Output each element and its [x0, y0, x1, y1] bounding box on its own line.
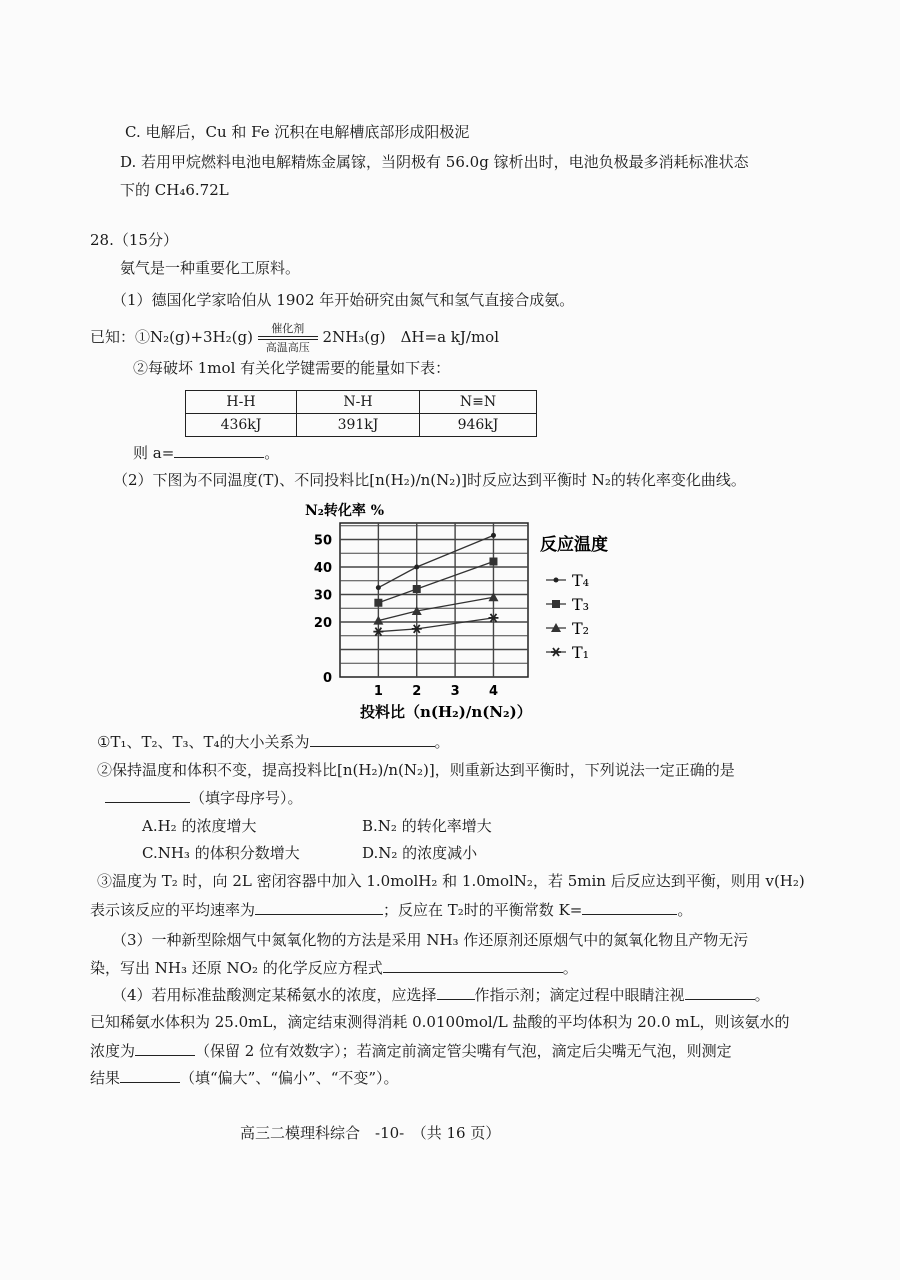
chart-title: N₂转化率 %: [305, 503, 385, 519]
reaction-arrow: [258, 322, 318, 354]
x-tick-label: 4: [488, 684, 498, 699]
conversion-chart: [290, 490, 630, 730]
answer-blank: [685, 985, 755, 1000]
x-axis-label: 投料比（n(H₂)/n(N₂)）: [360, 703, 532, 721]
y-tick-label: 40: [313, 561, 332, 576]
table-header: H-H: [186, 391, 297, 414]
part-3b: [90, 958, 578, 978]
choice-b: B.N₂ 的转化率增大: [362, 817, 492, 835]
y-tick-label: 30: [313, 588, 332, 604]
part-2-1-text: ①T₁、T₂、T₃、T₄的大小关系为: [97, 733, 310, 751]
reaction-left: 已知：①N₂(g)+3H₂(g): [90, 328, 253, 346]
period: 。: [264, 444, 280, 462]
part-4-4: [90, 1068, 399, 1088]
answer-a-label: 则 a=: [133, 444, 175, 462]
part-3: （3）一种新型除烟气中氮氧化物的方法是采用 NH₃ 作还原剂还原烟气中的氮氧化物且产物无污: [112, 931, 749, 949]
answer-blank: [310, 732, 435, 747]
answer-blank: [437, 985, 475, 1000]
answer-blank: [105, 788, 190, 803]
part-4-3: [90, 1041, 732, 1061]
part-4: [112, 985, 770, 1005]
legend-label: T₂: [572, 619, 590, 638]
period: 。: [562, 959, 578, 977]
page-footer: 高三二模理科综合 -10- （共 16 页）: [240, 1124, 501, 1142]
period: 。: [754, 986, 770, 1004]
legend-label: T₄: [572, 571, 590, 590]
choice-d: D.N₂ 的浓度减小: [362, 844, 478, 862]
question-number: 28.（15分）: [90, 231, 178, 249]
x-tick-label: 2: [412, 684, 422, 699]
answer-blank: [582, 900, 677, 915]
choice-a: A.H₂ 的浓度增大: [142, 817, 257, 835]
part-2: （2）下图为不同温度(T)、不同投料比[n(H₂)/n(N₂)]时反应达到平衡时 N₂的转化率变化曲线。: [113, 471, 746, 489]
part-4-text-b: 作指示剂；滴定过程中眼睛注视: [474, 986, 685, 1004]
y-tick-label: 20: [313, 616, 332, 631]
data-point: [374, 599, 382, 607]
legend-label: T₃: [572, 595, 590, 614]
legend-title: 反应温度: [540, 535, 608, 555]
plot-frame: [340, 523, 528, 677]
data-point: [491, 533, 496, 538]
table-row: [186, 391, 537, 414]
x-tick-label: 1: [373, 684, 383, 699]
k-label: ；反应在 T₂时的平衡常数 K=: [383, 901, 583, 919]
choice-c: C.NH₃ 的体积分数增大: [142, 844, 300, 862]
data-point: [414, 565, 419, 570]
answer-blank: [255, 900, 383, 915]
part-3b-text: 染，写出 NH₃ 还原 NO₂ 的化学反应方程式: [90, 959, 383, 977]
option-d-cont: 下的 CH₄6.72L: [120, 181, 229, 199]
legend-marker: [554, 578, 559, 583]
reaction-equation: [90, 322, 499, 354]
part-4-text: （4）若用标准盐酸测定某稀氨水的浓度，应选择: [112, 986, 437, 1004]
answer-blank: [174, 443, 264, 458]
series-line-2: [378, 597, 493, 620]
part-2-1: [97, 732, 450, 752]
y-tick-label: 50: [313, 533, 332, 549]
period: 。: [434, 733, 450, 751]
part-4-3-text: （保留 2 位有效数字）；若滴定前滴定管尖嘴有气泡，滴定后尖嘴无气泡，则测定: [195, 1042, 732, 1060]
answer-blank: [383, 958, 563, 973]
catalyst-label: 催化剂: [271, 322, 305, 335]
table-header: N-H: [297, 391, 420, 414]
part-1: （1）德国化学家哈伯从 1902 年开始研究由氮气和氢气直接合成氨。: [112, 291, 575, 309]
option-c: C. 电解后，Cu 和 Fe 沉积在电解槽底部形成阳极泥: [125, 123, 470, 141]
legend-label: T₁: [572, 643, 590, 662]
legend-marker: [552, 600, 560, 608]
part-2-3: ③温度为 T₂ 时，向 2L 密闭容器中加入 1.0molH₂ 和 1.0molN₂，若 5min 后反应达到平衡，则用 v(H₂): [97, 872, 805, 890]
part-2-2b-text: （填字母序号）。: [190, 789, 303, 807]
reaction-right: 2NH₃(g) ΔH=a kJ/mol: [322, 328, 500, 346]
period: 。: [677, 901, 693, 919]
part-2-2: ②保持温度和体积不变，提高投料比[n(H₂)/n(N₂)]，则重新达到平衡时，下列说法一定正确的是: [97, 761, 735, 779]
bond-energy-table: [185, 390, 537, 437]
answer-blank: [120, 1068, 180, 1083]
part-1-2: ②每破坏 1mol 有关化学键需要的能量如下表：: [133, 359, 451, 377]
data-point: [489, 558, 497, 566]
answer-blank: [135, 1041, 195, 1056]
intro: 氨气是一种重要化工原料。: [120, 259, 301, 277]
data-point: [413, 585, 421, 593]
x-tick-label: 3: [450, 684, 460, 699]
table-row: [186, 414, 537, 437]
part-4-2: 已知稀氨水体积为 25.0mL，滴定结束测得消耗 0.0100mol/L 盐酸的平均体积为 20.0 mL，则该氨水的: [90, 1013, 790, 1031]
condition-label: 高温高压: [265, 341, 310, 354]
result-label: 结果: [90, 1069, 121, 1087]
part-2-3b: [90, 900, 692, 920]
part-2-2b: [105, 788, 303, 808]
data-point: [488, 592, 498, 601]
y-tick-label: 0: [322, 671, 332, 686]
table-cell: 946kJ: [420, 414, 537, 437]
legend-marker: [551, 648, 561, 656]
concentration-label: 浓度为: [90, 1042, 136, 1060]
table-header: N≡N: [420, 391, 537, 414]
data-point: [376, 585, 381, 590]
table-cell: 391kJ: [297, 414, 420, 437]
answer-a-line: [133, 443, 279, 463]
series-line-1: [378, 618, 493, 632]
rate-label: 表示该反应的平均速率为: [90, 901, 256, 919]
table-cell: 436kJ: [186, 414, 297, 437]
series-line-4: [378, 535, 493, 587]
option-d: D. 若用甲烷燃料电池电解精炼金属镓，当阴极有 56.0g 镓析出时，电池负极最多消耗标准状态: [120, 153, 749, 171]
part-4-4-text: （填“偏大”、“偏小”、“不变”）。: [180, 1069, 399, 1087]
